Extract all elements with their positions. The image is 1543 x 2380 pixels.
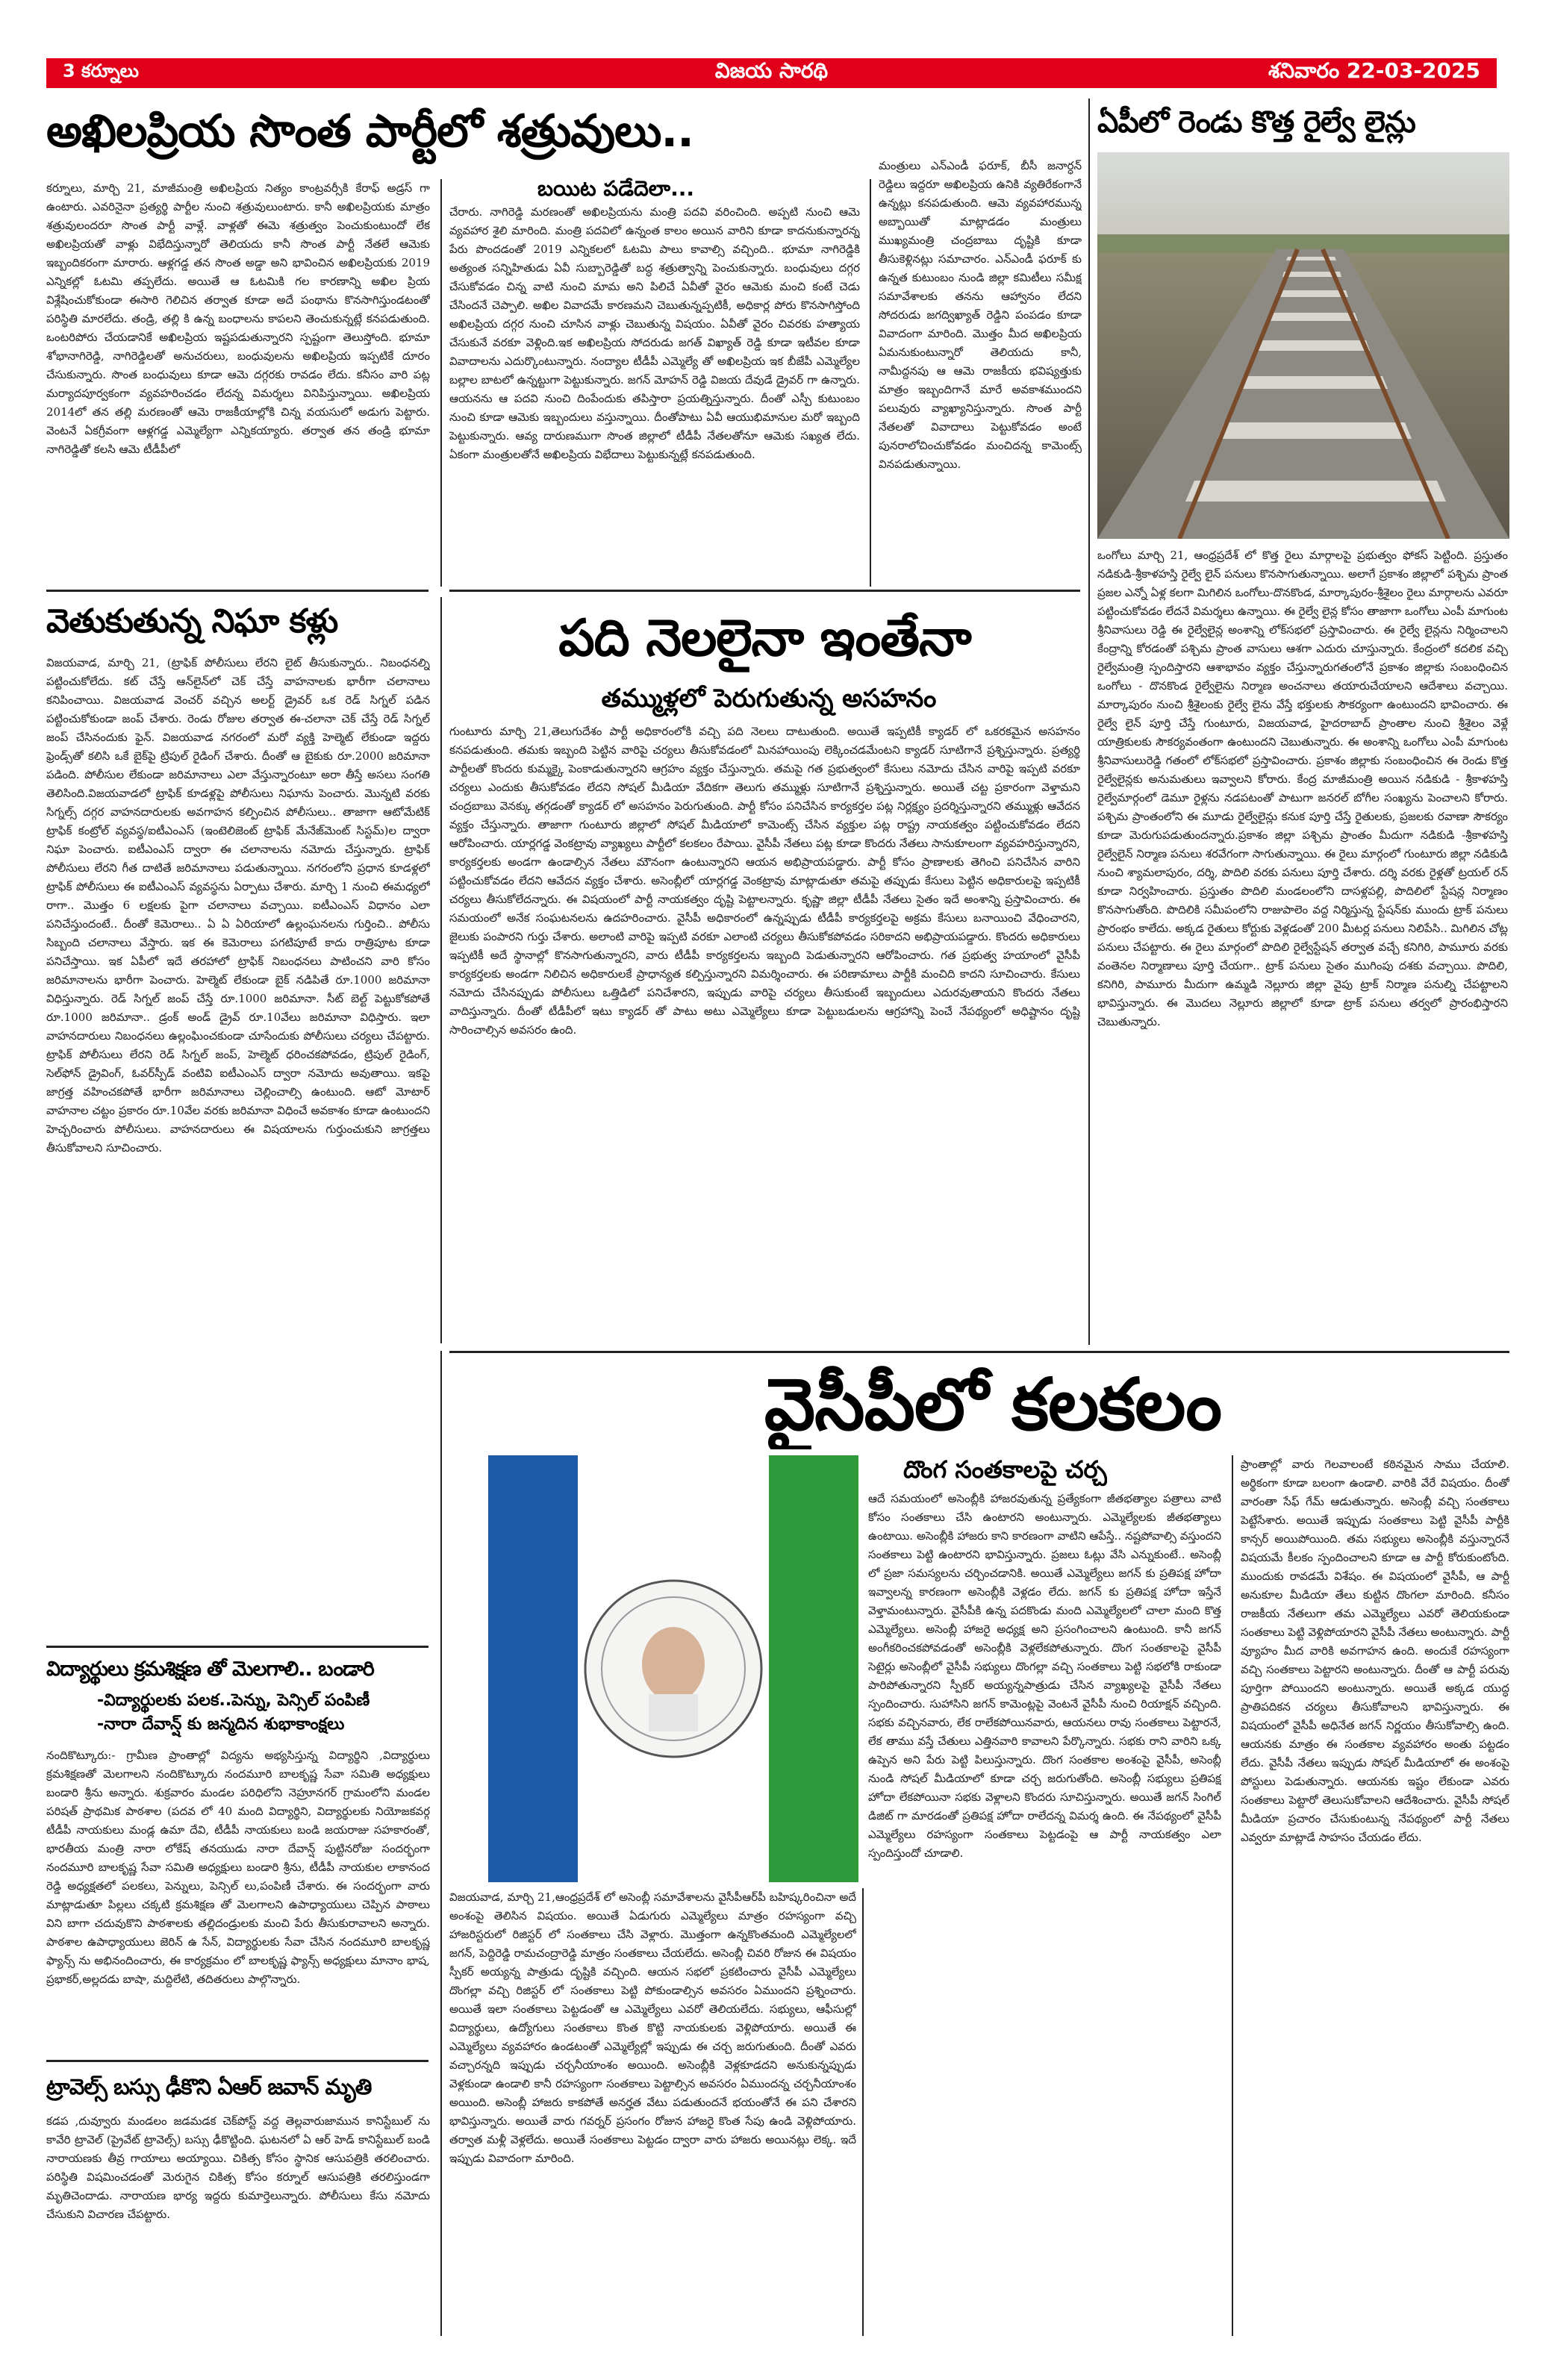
article6-headline: ట్రావెల్స్ బస్సు ఢీకొని ఏఆర్ జవాన్ మృతి [46,2074,372,2099]
article2-body: ఒంగోలు మార్చి 21, ఆంధ్రప్రదేశ్ లో కొత్త రైలు మార్గాలపై ప్రభుత్వం ఫోకస్ పెట్టింది. ప్రస్తుతం నడికుడి-శ్రీకాళహస్తి రైల్వే లైన్ పనులు కొనసాగుతున్నాయి. అలాగే ప్రకాశం జిల్లాలో పశ్చిమ ప్రాంత ప్రజల ఎన్నో ఏళ్ల కలగా మిగిలిన ఒంగోలు-దొనకొండ, మార్కాపురం-శ్రీశైలం రైలు మార్గాలను ఎవరూ పట్టించుకోవడం లేదనే విమర్శలు ఉన్నాయి. ఈ రైల్వే లైన్ల కోసం తాజాగా ఒంగోలు ఎంపీ మాగుంట శ్రీనివాసులు రెడ్డి ఈ రైల్వేలైన్ల అంశాన్ని లోక్‌సభలో ప్రస్తావించారు. ఈ రైల్వే లైన్లను నిర్మించాలని కేంద్రాన్ని కోరడంతో పశ్చిమ ప్రాంత వాసులు ఆశగా ఎదురు చూస్తున్నారు. కేంద్రంలో కదలిక వచ్చి రైల్వేమంత్రి స్పందిస్తారని ఆశాభావం వ్యక్తం చేస్తున్నారుగతంలోనే ప్రకాశం జిల్లాకు సంబంధించిన ఒంగోలు - దొనకొండ రైల్వేలైను నిర్మాణ అంచనాలు తయారుచేయాలని ఆదేశాలు వచ్చాయి. మార్కాపురం నుంచి శ్రీశైలంకు రైల్వే లైను వేస్తే భక్తులకు సౌకర్యంగా ఉంటుందని భావించారు. ఈ రైల్వే లైన్ పూర్తి చేస్తే గుంటూరు, విజయవాడ, హైదరాబాద్ ప్రాంతాల నుంచి శ్రీశైలం వెళ్లే యాత్రికులకు సౌకర్యవంతంగా ఉంటుందని చెబుతున్నారు. ఈ అంశాన్ని ఒంగోలు ఎంపీ మాగుంట శ్రీనివాసులురెడ్డి గతంలో లోక్‌సభలో ప్రస్తావించారు. ప్రకాశం జిల్లాకు సంబంధించిన ఈ రెండు కొత్త రైల్వేలైన్లకు అనుమతులు ఇవ్వాలని కోరారు. కేంద్ర మాజీమంత్రి అయిన నడికుడి - శ్రీకాళహస్తి రైల్వేమార్గంలో డెమూ రైళ్లను నడపటంతో పాటుగా జనరల్ బోగీల సంఖ్యను పెంచాలని కోరారు. పశ్చిమ ప్రాంతంలోని ఈ మూడు రైల్వేలైన్లు కనుక పూర్తి చేస్తే రైతులకు, ప్రజలకు రవాణా సౌకర్యం కూడా మెరుగుపడుతుందన్నారు.ప్రకాశం జిల్లా పశ్చిమ ప్రాంతం మీదుగా నడికుడి -శ్రీకాళహస్తి రైల్వేలైన్ నిర్మాణ పనులు శరవేగంగా సాగుతున్నాయి. ఈ రైలు మార్గంలో గుంటూరు జిల్లా నడికుడి నుంచి శ్యామలాపురం, దర్శి, పొదిలి వరకు పనులు పూర్తి చేశారు. దర్శి వరకు రైళ్లతో ట్రయల్ రన్ కూడా నిర్వహించారు. ప్రస్తుతం పొదిలి మండలంలోని దాసళ్లపల్లి, పొదిలిలో స్టేషన్ల నిర్మాణం కొనసాగుతోంది. పొదిలికి సమీపంలోని రాజుపాలెం వద్ద నిర్మిస్తున్న స్టేషన్‌కు ముందు ట్రాక్ పనులు ప్రారంభం కాలేదు. అక్కడ రైతులు కోర్టుకు వెళ్లడంతో 200 మీటర్ల పనులు నిలిపేసి.. మిగిలిన చోట్ల పనులు చేపట్టారు. ఈ రైలు మార్గంలో పొదిలి రైల్వేస్టేషన్ తర్వాత వచ్చే కనిగిరి, పామూరు వరకు వంతెనల నిర్మాణాలు పూర్తి చేయగా.. ట్రాక్ పనులు సైతం ముగింపు దశకు వచ్చాయి. పొదిలి, కనిగిరి, పామూరు మీదుగా ఉమ్మడి నెల్లూరు జిల్లా వైపు ట్రాక్ నిర్మాణ పనుల్ని చేపట్టాలని భావిస్తున్నారు. ఈ మొదలు నెల్లూరు జిల్లాలో కూడా ట్రాక్ పనులు తర్వలో ప్రారంభిస్తారని చెబుతున్నారు. [1097,549,1508,1028]
article7-subheadline: దొంగ సంతకాలపై చర్చ [903,1455,1107,1484]
ysrcp-flag-photo [488,1455,858,1882]
article1-headline: అఖిలప్రియ సొంత పార్టీలో శత్రువులు.. [46,105,693,157]
article1-col2: చేరారు. నాగిరెడ్డి మరణంతో అఖిలప్రియను మంత్రి పదవి వరించింది. అప్పటి నుంచి ఆమె వ్యవహార శైలి మారింది. మంత్రి పదవిలో ఉన్నంత కాలం అయిన వారిని కూడా కాదనుకున్నారన్న పేరు పొందడంతో 2019 ఎన్నికలలో ఓటమి పాలు కావాల్సి వచ్చింది.. భూమా నాగిరెడ్డికి అత్యంత సన్నిహితుడు ఏవీ సుబ్బారెడ్డితో బద్ధ శత్రుత్వాన్ని పెంచుకున్నారు. బంధువులు దగ్గర చేసుకోవడం చిన్న వాటి నుంచి మామ అని పిలిచే ఏవీతో వైరం ఆమెకు మంచి కంటే చెడు చేసిందనే చెప్పాలి. అఖిల వివాదమే కారణమని చెబుతున్నప్పటికీ, అధికార్ల పోరు కొనసాగిస్తోంది అఖిలప్రియ దగ్గర నుంచి చూసిన వాళ్లు చెబుతున్న విషయం. ఏవీతో వైరం చివరకు హత్యాయ చేసుకునే వరకూ వెళ్లింది.ఇక అఖిలప్రియ సోదరుడు జగత్ విఖ్యాత్ రెడ్డి కూడా ఇటీవల కూడా వివాదాలను ఎదుర్కొంటున్నారు. నంద్యాల టీడీపీ ఎమ్మెల్యే తో అఖిలప్రియ ఇక బీజేపీ ఎమ్మెల్యేల బల్లాల బాటలో ఉన్నట్టుగా పెట్టుకున్నారు. జగన్ మోహన్ రెడ్డి విజయ దేవుడే డ్రైవర్ గా ఉన్నారు. ఆయనను ఆ పదవి నుంచి దింపేందుకు తపిస్తారా ప్రయత్నిస్తున్నారు. దీంతో ఎస్పీ కుటుంబం నుంచి కూడా ఆమెకు ఇబ్బందులు వస్తున్నాయి. దీంతోపాటు ఏవీ ఆయుభిమానుల మరో ఇబ్బంది పెట్టుకున్నారు. ఆవ్య దారుణముగా సొంత జిల్లాలో టీడీపీ నేతలతోనూ ఆమెకు సఖ్యత లేదు. ఏకంగా మంత్రులతోనే అఖిలప్రియ విభేదాలు పెట్టుకున్నట్లే కనపడుతుంది. [449,205,860,461]
article4-subheadline: తమ్ముళ్లలో పెరుగుతున్న అసహనం [601,684,937,713]
article5-subline1: -విద్యార్థులకు పలక..పెన్ను, పెన్సిల్ పంపిణీ [97,1691,370,1710]
article7-col1: విజయవాడ, మార్చి 21,ఆంధ్రప్రదేశ్ లో అసెంబ్లీ సమావేశాలను వైసీపీఆర్‌పీ బహిష్కరించినా అదే అంశంపై తెలిసిన విషయం. అయితే ఏడుగురు ఎమ్మెల్యేలు మాత్రం రహస్యంగా వచ్చి హాజరిస్టరులో రిజిస్టర్ లో సంతకాలు చేసి వెళ్లారు. మొత్తంగా ఉన్నకొంతమంది ఎమ్మెల్యేలలో జగన్, పెద్దిరెడ్డి రామచంద్రారెడ్డి మాత్రం సంతకాలు చేయలేదు. అసెంబ్లీ చివరి రోజున ఈ విషయం స్పీకర్ అయ్యన్న పాత్రుడు దృష్టికి వచ్చింది. ఆయన సభలో ప్రకటించారు వైసీపీ ఎమ్మెల్యేలు దొంగల్లా వచ్చి రిజిస్టర్ లో సంతకాలు పెట్టి పోకుండాల్సిన అవసరం ఏముందని ప్రశ్నించారు. అయితే ఇలా సంతకాలు పెట్టడంతో ఆ ఎమ్మెల్యేలు ఎవరో తెలియలేదు. సభ్యులు, ఆఫీసుల్లో విద్యార్థులు, ఉద్యోగులు సంతకాలు కొంత కొట్టి నాయకులకు వెళ్లిపోయారు. అయితే ఈ ఎమ్మెల్యేలు వ్యవహారం ఉండటంతో ఎమ్మెల్యేల్లో ఇప్పుడు ఈ చర్చ జరుగుతుంది. దీంతో ఎవరు వచ్చారన్నది ఇప్పుడు చర్చనీయాంశం అయింది. అసెంబ్లీకి వెళ్లకూడదని అనుకున్నప్పుడు వెళ్లకుండా ఉండాలి కానీ రహస్యంగా సంతకాలు పెట్టాల్సిన అవసరం ఏముందన్న చర్చనీయాంశం అయింది. అసెంబ్లీ హాజరు కాకపోతే అనర్హత వేటు పడుతుందనే భయంతోనే ఈ పని చేశారని భావిస్తున్నారు. అయితే వారు గవర్నర్ ప్రసంగం రోజున హాజరై కొంత సేపు ఉండి వెళ్లిపోయారు. తర్వాత మళ్లీ వెళ్లలేదు. అయితే సంతకాలు పెట్టడం ద్వారా వారు హాజరు అయినట్లు లెక్క. ఇదే ఇప్పుడు వివాదంగా మారింది. [449,1890,856,2165]
article5-subline2: -నారా దేవాన్ష్ కు జన్మదిన శుభాకాంక్షలు [97,1715,345,1734]
article7-col3: ప్రాంతాల్లో వారు గెలవాలంటే కఠినమైన సాము చేయాలి. అర్థికంగా కూడా బలంగా ఉండాలి. వారికి వేరే విషయం. దీంతో వారంతా సేఫ్ గేమ్ ఆడుతున్నారు. అసెంబ్లీ వచ్చి సంతకాలు పెట్టేసేశారు. అయితే ఇప్పుడు సంతకాలు పెట్టి వైసీపీ పార్టీకి కాన్సర్ అయిపోయింది. తమ సభ్యులు అసెంబ్లీకి వస్తున్నారనే విషయమే కీలకం స్పందించాలని కూడా ఆ పార్టీ కోరుకుంటోంది. ముందుకు రావడమే విశేషం. ఈ విషయంలో వైసీపీ, ఆ పార్టీ అనుకూల మీడియా తేలు కుట్టిన దొంగలా మారింది. కనీసం రాజకీయ నేతలుగా తమ ఎమ్మెల్యేలు ఎవరో తెలియకుండా సంతకాలు పెట్టి వెళ్లిపోయారని వైసీపీ నేతలు అంటున్నారు. పార్టీ వ్యూహం మీద వారికి అవగాహన ఉంది. అందుకే రహస్యంగా వచ్చి సంతకాలు పెట్టారని అంటున్నారు. దీంతో ఆ పార్టీ పరువు పూర్తిగా పోయిందని అంటున్నారు. అయితే అక్కడ యుద్ధ ప్రాతిపదికన చర్యలు తీసుకోవాలని భావిస్తున్నారు. ఈ విషయంలో వైసీపీ అధినేత జగన్ నిర్ణయం తీసుకోవాల్సి ఉంది. ఆయనకు మాత్రం ఈ సంతకాల వ్యవహారం అంతు పట్టడం లేదు. వైసీపీ నేతలు ఇప్పుడు సోషల్ మీడియాలో ఈ అంశంపై పోస్టులు పెడుతున్నారు. ఆయనకు ఇష్టం లేకుండా ఎవరు సంతకాలు పెట్టారో తెలుసుకోవాలని ఆదేశించారు. వైసీపీ సోషల్ మీడియా ప్రచారం చేసుకుంటున్న నేపథ్యంలో పార్టీ నేతలు ఎవ్వరూ మాట్లాడే సాహసం చేయడం లేదు. [1241,1458,1509,1844]
article1-col3: మంత్రులు ఎన్ఎండీ ఫరూక్, బీసీ జనార్ధన్ రెడ్డిలు ఇద్దరూ అఖిలప్రియ ఉనికి వ్యతిరేకంగానే ఉన్నట్లు కనపడుతుంది. ఆమె వ్యవహారమున్న అబ్బాయితో మాట్లాడడం మంత్రులు ముఖ్యమంత్రి చంద్రబాబు దృష్టికి కూడా తీసుకెళ్లినట్లు సమాచారం. ఎన్ఎండీ ఫరూక్ కు ఉన్నత కుటుంబం నుండి జిల్లా కమిటీలు సమీక్ష సమావేశాలకు తనను ఆహ్వానం లేదని సోదరుడు జగద్విఖ్యాత్ రెడ్డిని పంపడం కూడా వివాదంగా మారింది. మొత్తం మీద అఖిలప్రియ ఏమనుకుంటున్నారో తెలియదు కానీ, నామీద్దనపు ఆ ఆమె రాజకీయ భవిష్యత్తుకు మాత్రం ఇబ్బందిగానే మారే అవకాశముందని పలువురు వ్యాఖ్యానిస్తున్నారు. సొంత పార్టీ నేతలతో వివాదాలు పెట్టుకోవడం అంటే పునరాలోచించుకోవడం మంచిదన్న కామెంట్స్ వినపడుతున్నాయి. [879,159,1082,471]
article3-headline: వెతుకుతున్న నిఘా కళ్లు [46,602,338,640]
paper-name: విజయ సారథి [714,58,829,83]
article7-headline: వైసీపీలో కలకలం [764,1363,1222,1446]
article5-headline: విద్యార్థులు క్రమశిక్షణ తో మెలగాలి.. బండారి [46,1658,374,1681]
railway-track-photo [1097,152,1509,539]
page-header-bar [46,58,1497,88]
article6-body: కడప ,దువ్వూరు మండలం జడమడక చెక్‌పోస్ట్ వద్ద తెల్లవారుజామున కానిస్టేబుల్ ను కావేరి ట్రావెల్ (ప్రైవేట్ ట్రావెల్స్) బస్సు ఢీకొట్టింది. ఘటనలో ఏ ఆర్ హెడ్ కానిస్టేబుల్ బండి నారాయణకు తీవ్ర గాయాలు అయ్యాయి. చికిత్స కోసం స్థానిక ఆసుపత్రికి తరలించారు. పరిస్థితి విషమించడంతో మెరుగైన చికిత్స కోసం కర్నూల్ ఆసుపత్రికి తరలిస్తుండగా మృతిచెందాడు. నారాయణ భార్య ఇద్దరు కుమార్తెలున్నారు. పోలీసులు కేసు నమోదు చేసుకుని విచారణ చేపట్టారు. [46,2114,430,2221]
page-label: 3 కర్నూలు [63,60,139,81]
article1-col1: కర్నూలు, మార్చి 21, మాజీమంత్రి అఖిలప్రియ నిత్యం కాంట్రవర్సీకి కేరాఫ్ అడ్రస్ గా ఉంటారు. ఎవరినైనా ప్రత్యర్థి పార్టీల నుంచి శత్రువులుంటారు. కానీ అఖిలప్రియకు మాత్రం శత్రువులందరూ సొంత పార్టీ వాళ్లే. వాళ్లతో ఈమె శత్రుత్వం పెంచుకుంటుందో లేక అఖిలప్రియతో వాళ్లు విభేదిస్తున్నారో తెలియదు కానీ సొంత పార్టీ నేతలే ఆమెకు ఇబ్బందికరంగా మారారు. ఆళ్లగడ్డ తన సొంత అడ్డా అని భావించిన అఖిలప్రియకు 2019 ఎన్నికల్లో ఓటమి తప్పలేదు. అయితే ఆ ఓటమికి గల కారణాన్ని అఖిల ప్రియ విశ్లేషించుకోకుండా ఈసారి గెలిచిన తర్వాత కూడా అదే పంథాను కొనసాగిస్తుండటంతో పరిస్థితి మారలేదు. తండ్రి, తల్లి కి ఉన్న బంధాలను కాపలని తెంచుకున్నట్లే కనపడుతుంది. ఒంటరిపోరు చేయడానికే అఖిలప్రియ ఇష్టపడుతున్నారని స్పష్టంగా తెలుస్తోంది. భూమా శోభానాగిరెడ్డి, నాగిరెడ్డిలతో అనుచరులు, బంధువులను అఖిలప్రియ ఇప్పటికే దూరం చేసుకున్నారు. సొంత బంధువులు కూడా ఆమె దగ్గరకు రావడం లేదు. కనీసం వారి పట్ల మర్యాదపూర్వకంగా వ్యవహరించడం లేదన్న విమర్శలు వినిపిస్తున్నాయి. అఖిలప్రియ 2014లో తన తల్లి మరణంతో ఆమె రాజకీయాల్లోకి చిన్న వయసులో అడుగు పెట్టారు. వెంటనే ఏకగ్రీవంగా ఆళ్లగడ్డ ఎమ్మెల్యేగా ఎన్నికయ్యారు. తర్వాత తన తండ్రి భూమా నాగిరెడ్డితో కలసి ఆమె టీడీపీలో [46,181,430,456]
article5-body: నందికొట్కూరు:- గ్రామీణ ప్రాంతాల్లో విద్యను అభ్యసిస్తున్న విద్యార్థిని ,విద్యార్థులు క్రమశిక్షణతో మెలగాలని నందికొట్కూరు నందమూరి బాలకృష్ణ సేవా సమితి అధ్యక్షులు బండారి శ్రీను అన్నారు. శుక్రవారం మండల పరిధిలోని నెహ్రూనగర్ గ్రామంలోని మండల పరిషత్ ప్రాథమిక పాఠశాల (పదవ లో 40 మంది విద్యార్థిని, విద్యార్థులకు నియోజకవర్గ టీడీపీ నాయకులు మండ్ల ఉమా దేవి, టీడీపీ నాయకులు బండి జయరాజు సహకారంతో, భారతీయ మంత్రి నారా లోకేష్ తనయుడు నారా దేవాన్ష్ పుట్టినరోజు సందర్భంగా నందమూరి బాలకృష్ణ సేవా సమితి అధ్యక్షులు బండారి శ్రీను, టీడీపీ నాయకుల లాకానంద రెడ్డి అధ్యక్షతలో పలకలు, పెన్నులు, పెన్సిల్ లు,పంపిణీ చేశారు. ఈ సందర్భంగా వారు మాట్లాడుతూ పిల్లలు చక్కటి క్రమశిక్షణ తో మెలగాలని ఉపాధ్యాయులు చెప్పిన పాఠాలు విని బాగా చదువుకొని పాఠశాలకు తల్లిదండ్రులకు మంచి పేరు తీసుకురావాలని అన్నారు. పాఠశాల ఉపాధ్యాయులు జెరిన్ ఉ సేన్, విద్యార్థులకు సేవా చేసిన నందమూరి బాలకృష్ణ ఫ్యాన్స్ ను అభినందించారు, ఈ కార్యక్రమం లో బాలకృష్ణ ఫ్యాన్స్ అధ్యక్షులు మానాం భాష, ప్రభాకర్,అల్లదడు బాషా, మద్దిలేటి, తదితరులు పాల్గొన్నారు. [46,1749,430,1986]
article4-headline: పది నెలలైనా ఇంతేనా [558,609,971,668]
railway-track-illustration [1097,152,1509,539]
article3-body: విజయవాడ, మార్చి 21, (ట్రాఫిక్ పోలీసులు లేరని లైట్ తీసుకున్నారు.. నిబంధనల్ని పట్టించుకోలేదు. కట్ చేస్తే ఆన్‌లైన్‌లో చెక్ చేస్తే వాహనాలకు భారీగా చలానాలు కనిపించాయి. విజయవాడ వెంచర్ వచ్చిన అలర్ట్ డ్రైవర్ ఒక రెడ్ సిగ్నల్ పడిన పట్టించుకోకుండా జంప్ చేశారు. రెండు రోజుల తర్వాత ఈ-చలానా చెక్ చేస్తే రెడ్ సిగ్నల్ జంప్ చేసినందుకు ఫైన్. విజయవాడ నగరంలో మరో వ్యక్తి హెల్మెట్ లేకుండా ఇద్దరు ఫ్రెండ్స్‌తో కలిసి ఒకే బైక్‌పై ట్రిపుల్ రైడింగ్ చేశారు. దీంతో ఆ బైకుకు రూ.2000 జరిమానా పడింది. పోలీసుల లేకుండా జరిమానాలు ఎలా వేస్తున్నారంటూ అరా తీస్తే అసలు సంగతి తెలిసింది.విజయవాడలో ట్రాఫిక్ కూడళ్లపై పోలీసులు నిఘాను పెంచారు. మొన్నటి వరకు సిగ్నల్స్ దగ్గర వాహనదారులకు అవగాహన కల్పించిన పోలీసులు.. తాజాగా ఆటోమేటిక్ ట్రాఫిక్ కంట్రోల్ వ్యవస్థ/ఐటీఎంఎస్ (ఇంటెలిజెంట్ ట్రాఫిక్ మేనేజ్‌మెంట్ సిస్టమ్)ల ద్వారా నిఘా పెంచారు. ఐటీఎంఎస్ ద్వారా ఈ చలానాలను నమోదు చేస్తున్నారు. ట్రాఫిక్ పోలీసులు లేరని గీత దాటితే జరిమానాలు పడుతున్నాయి. నగరంలోని ప్రధాన కూడళ్లలో ట్రాఫిక్ పోలీసులు ఈ ఐటీఎంఎస్ వ్యవస్థను ఏర్పాటు చేశారు. మార్చి 1 నుంచి ఈమధ్యలో రాగా.. మొత్తం 6 లక్షలకు పైగా చలానాలు వచ్చాయి. ఐటీఎంఎస్ విధానం ఎలా పనిచేస్తుందంటే.. దీంతో కెమెరాలు.. ఏ ఏ ఏరియాలో ఉల్లంఘనలను గుర్తించి.. పోలీసు సిబ్బంది చలానాలు వేస్తారు. ఇక ఈ కెమెరాలు పగటిపూటే కాదు రాత్రిపూట కూడా పనిచేస్తాయి. ఇక ఏపీలో ఇదే తరహాలో ట్రాఫిక్ నిబంధనలు పాటించని వారి కోసం జరిమానాలను భారీగా పెంచారు. హెల్మెట్ లేకుండా బైక్ నడిపితే రూ.1000 జరిమానా విధిస్తున్నారు. రెడ్ సిగ్నల్ జంప్ చేస్తే రూ.1000 జరిమానా. సీట్ బెల్ట్ పెట్టుకోకపోతే రూ.1000 జరిమానా.. డ్రంక్ అండ్ డ్రైవ్ రూ.10వేలు జరిమానా విధిస్తారు. ఇలా వాహనదారులు నిబంధనలు ఉల్లంఘించకుండా చూసేందుకు పోలీసులు చర్యలు చేపట్టారు. ట్రాఫిక్ పోలీసులు లేరని రెడ్ సిగ్నల్ జంప్, హెల్మెట్ ధరించకపోవడం, ట్రిపుల్ రైడింగ్, సెల్‌ఫోన్ డ్రైవింగ్, ఓవర్‌స్పీడ్ వంటివి ఐటీఎంఎస్ ద్వారా నమోదు అవుతాయి. ఇకపై జాగ్రత్త వహించకపోతే భారీగా జరిమానాలు చెల్లించాల్సి ఉంటుంది. ఆటో మోటార్ వాహనాల చట్టం ప్రకారం రూ.10వేల వరకు జరిమానా విధించే అవకాశం కూడా ఉంటుందని హెచ్చరించారు పోలీసులు. వాహనదారులు ఈ విషయాలను గుర్తుంచుకుని జాగ్రత్తలు తీసుకోవాలని సూచించారు. [46,656,430,1155]
article4-body: గుంటూరు మార్చి 21,తెలుగుదేశం పార్టీ అధికారంలోకి వచ్చి పది నెలలు దాటుతుంది. అయితే ఇప్పటికీ క్యాడర్ లో ఒకరకమైన అసహనం కనపడుతుంది. తమకు ఇబ్బంది పెట్టిన వారిపై చర్యలు తీసుకోవడంలో మినహాయింపు లెక్కించడమేంటని క్యాడర్ సూటిగానే ప్రశ్నిస్తున్నారు. ప్రత్యర్థి పార్టీలతో కొందరు కుమ్మక్కై పెంకాడుతున్నారని ఆగ్రహం వ్యక్తం చేస్తున్నారు. తమపై గత ప్రభుత్వంలో కేసులు నమోదు చేసిన వారిపై ఇప్పటి వరకూ చర్యలు ఎందుకు తీసుకోవడం లేదని సోషల్ మీడియా వేదికగా తెలుగు తమ్ముళ్లు సూటిగానే ప్రశ్నిస్తున్నారు. అయితే చట్ట ప్రకారంగా వెళ్తామని చంద్రబాబు వెనక్కు తగ్గడంతో క్యాడర్ లో అసహనం పెరుగుతుంది. పార్టీ కోసం పనిచేసిన కార్యకర్తల పట్ల నిర్లక్ష్యం ప్రదర్శిస్తున్నారని తమ్ముళ్లు ఆవేదన వ్యక్తం చేస్తున్నారు. తాజాగా గుంటూరు జిల్లాలో సోషల్ మీడియాలో కామెంట్స్ చేసిన వ్యక్తుల పట్ల రాష్ట్ర నాయకత్వం పట్టించుకోవడం లేదని ఆరోపించారు. యార్లగడ్డ వెంకట్రావు వ్యాఖ్యలు పార్టీలో కలకలం రేపాయి. వైసీపీ నేతలు పట్ల కూడా కొందరు నేతలు సానుకూలంగా వ్యవహరిస్తున్నారని, కార్యకర్తలకు అండగా ఉండాల్సిన నేతలు మౌనంగా ఉంటున్నారని ఆయన అభిప్రాయపడ్డారు. పార్టీ కోసం ప్రాణాలకు తెగించి పనిచేసిన వారిని పట్టించుకోవడం లేదని ఆవేదన వ్యక్తం చేశారు. అసెంబ్లీలో యార్లగడ్డ వెంకట్రావు మాట్లాడుతూ తమపై తప్పుడు కేసులు పెట్టిన అధికారులపై ఇప్పటికీ చర్యలు తీసుకోలేదన్నారు. ఈ విషయంలో పార్టీ నాయకత్వం దృష్టి పెట్టాలన్నారు. కృష్ణా జిల్లా టీడీపీ నేతలు సైతం ఇదే అంశాన్ని ప్రస్తావించారు. ఈ సమయంలో అనేక సంఘటనలను ఉదహరించారు. వైసీపీ అధికారంలో ఉన్నప్పుడు టీడీపీ కార్యకర్తలపై అక్రమ కేసులు బనాయించి వేధించారని, జైలుకు పంపారని గుర్తు చేశారు. అలాంటి వారిపై ఇప్పటి వరకూ ఎలాంటి చర్యలు తీసుకోకపోవడం సరికాదని అభిప్రాయపడ్డారు. కొందరు అధికారులు ఇప్పటికీ అదే స్థానాల్లో కొనసాగుతున్నారని, వారు టీడీపీ కార్యకర్తలను ఇబ్బంది పెడుతున్నారని ఆరోపించారు. గత ప్రభుత్వ హయాంలో వైసీపీ కార్యకర్తలకు అండగా నిలిచిన అధికారులకే ప్రాధాన్యత కల్పిస్తున్నారని విమర్శించారు. ఈ పరిణామాలు పార్టీకి మంచిది కాదని సూచించారు. కేసులు నమోదు చేసినప్పుడు పోలీసులు ఒత్తిడిలో పనిచేశారని, ఇప్పుడు వారిపై చర్యలు తీసుకుంటే ఇబ్బందులు ఎదురవుతాయని కొందరు నేతలు వాదిస్తున్నారు. దీంతో టీడీపీలో ఇటు క్యాడర్ తో పాటు అటు ఎమ్మెల్యేలు కూడా పెట్టుబడులను ఆగ్రహాన్ని పెంచే నేపథ్యంలో అధిష్టానం దృష్టి సారించాల్సిన అవసరం ఉంది. [449,725,1080,1037]
ysrcp-flag-illustration [488,1455,858,1882]
article7-col2: ఆదే సమయంలో అసెంబ్లీకి హాజరవుతున్న ప్రత్యేకంగా జీతభత్యాల పత్రాలు వాటి కోసం సంతకాలు చేసి ఉంటారని అంటున్నారు. ఎమ్మెల్యేలకు జీతభత్యాలు ఉంటాయి. అసెంబ్లీకి హాజరు కాని కారణంగా వాటిని ఆపేస్తే.. నష్టపోవాల్సి వస్తుందని సంతకాలు పెట్టి ఉంటారని భావిస్తున్నారు. ప్రజలు ఓట్లు వేసి ఎన్నుకుంటే.. అసెంబ్లీ లో ప్రజా సమస్యలను చర్చించడానికి. అయితే ఎమ్మెల్యేలు జగన్ కు ప్రతిపక్ష హోదా ఇవ్వాలన్న కారణంగా అసెంబ్లీకి వెళ్లడం లేదు. జగన్ కు ప్రతిపక్ష హోదా ఇస్తేనే వెళ్తామంటున్నారు. వైసీపీకి ఉన్న పదకొండు మంది ఎమ్మెల్యేలలో చాలా మంది కొత్త ఎమ్మెల్యేలు. అసెంబ్లీ హాజరై అధ్యక్ష అని ప్రసంగించాలని ఉంటుంది. కానీ జగన్ అంగీకరించకపోవడంతో అసెంబ్లీకి వెళ్లలేకపోతున్నారు. దొంగ సంతకాలపై వైసీపీ సెటైర్లు అసెంబ్లీలో వైసీపీ సభ్యులు దొంగల్లా వచ్చి సంతకాలు పెట్టి సభలోకి రాకుండా పారిపోతున్నారని స్పీకర్ అయ్యన్నపాత్రుడు చేసిన వ్యాఖ్యలపై వైసీపీ నేతలు స్పందించారు. సుహాసిని జగన్ కామెంట్లపై వెంటనే వైసీపీ నుంచి రియాక్షన్ వచ్చింది. సభకు వచ్చినవారు, లేక రాలేకపోయినవారు, ఆయనలు రావు సంతకాలు పెట్టారనే, లేక తాము వస్తే చేతులు ఎత్తినవారి కావాలని పేర్కొన్నారు. సభకు రాని వారిని ఒక్క ఉప్పెన అని పేరు పెట్టి పిలుస్తున్నారు. దొంగ సంతకాల అంశంపై వైసీపీ, అసెంబ్లీ నుండి సోషల్ మీడియాలో కూడా చర్చ జరుగుతోంది. అసెంబ్లీ సభ్యులు ప్రతిపక్ష హోదా లేకపోయినా సభకు వెళ్లాలని కొందరు సూచిస్తున్నారు. అయితే జగన్ సింగిల్ డిజిట్ గా మారడంతో ప్రతిపక్ష హోదా రాలేదన్న విమర్శ ఉంది. ఈ నేపథ్యంలో వైసీపీ ఎమ్మెల్యేలు రహస్యంగా సంతకాలు పెట్టడంపై ఆ పార్టీ నాయకత్వం ఎలా స్పందిస్తుందో చూడాలి. [868,1492,1221,1860]
article2-headline: ఏపీలో రెండు కొత్త రైల్వే లైన్లు [1097,105,1415,140]
page-date: శనివారం 22-03-2025 [1268,58,1480,83]
article1-subheadline: బయిట పడేదెలా... [537,176,694,201]
